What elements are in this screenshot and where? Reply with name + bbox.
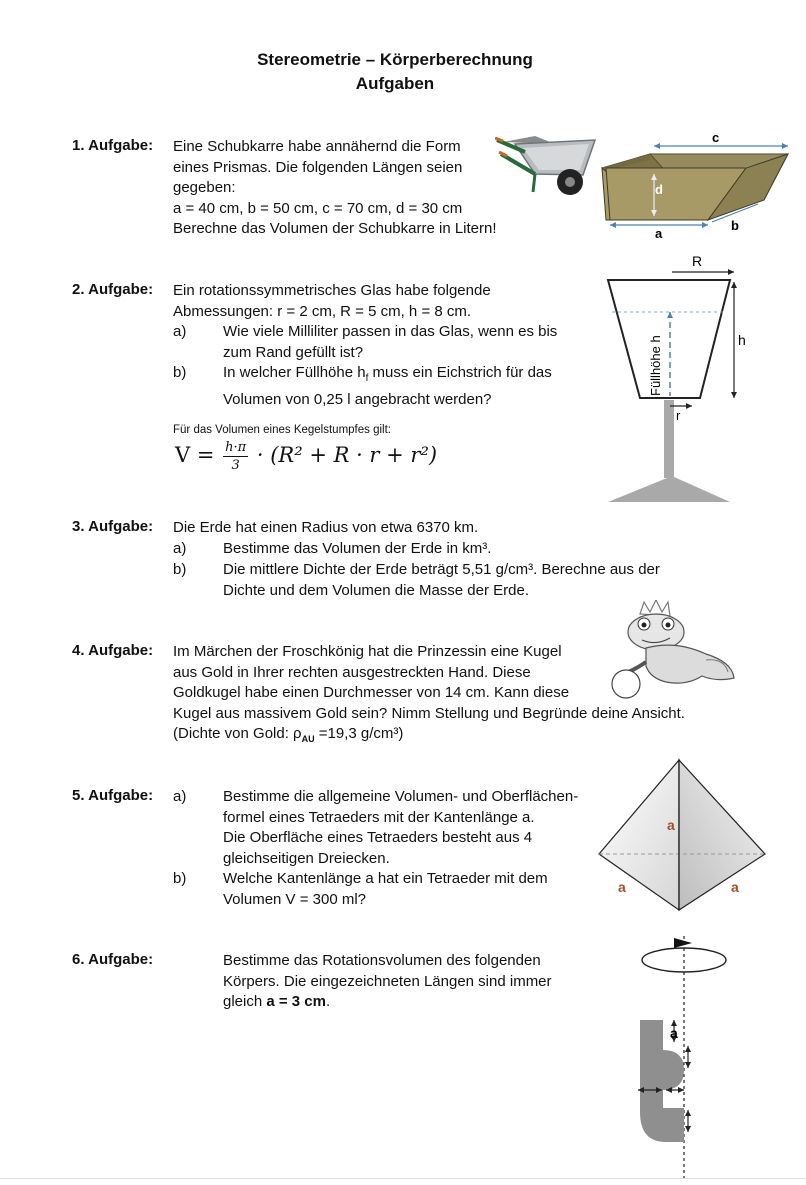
task-3-label: 3. Aufgabe:	[72, 518, 154, 535]
text-line: zum Rand gefüllt ist?	[223, 343, 364, 361]
text-line: Körpers. Die eingezeichneten Längen sind immer	[223, 972, 552, 990]
label-d: d	[655, 182, 663, 197]
task-5a-marker: a)	[173, 788, 187, 805]
label-b: b	[731, 218, 739, 233]
task-3b-text	[223, 560, 660, 601]
text-line: Die Oberfläche eines Tetraeders besteht aus 4	[223, 829, 533, 846]
task-2b-text	[223, 363, 552, 410]
task-5b-marker: b)	[173, 870, 187, 887]
text-line: gleichseitigen Dreiecken.	[223, 849, 390, 867]
task-5-label: 5. Aufgabe:	[72, 787, 154, 804]
rotation-body-diagram	[622, 932, 752, 1182]
text-line: Im Märchen der Froschkönig hat die Prinzessin eine Kugel	[173, 643, 562, 660]
text-line: gegeben:	[173, 179, 236, 196]
text-line: Dichte und dem Volumen die Masse der Erde.	[223, 581, 529, 599]
formula-lhs: V =	[175, 443, 215, 467]
text-part: In welcher Füllhöhe h	[223, 364, 366, 381]
task-5a-text	[223, 787, 578, 869]
formula-fraction	[223, 439, 248, 474]
task-2-label: 2. Aufgabe:	[72, 281, 154, 298]
text-line: Goldkugel habe einen Durchmesser von 14 cm. Kann diese	[173, 684, 570, 701]
task-3-text: Die Erde hat einen Radius von etwa 6370 km.	[173, 519, 479, 536]
text-line: Ein rotationssymmetrisches Glas habe folgende	[173, 282, 491, 299]
text-line: Kugel aus massivem Gold sein? Nimm Stellung und Begründe deine Ansicht.	[173, 704, 685, 722]
task-6-label: 6. Aufgabe:	[72, 951, 154, 968]
formula-numerator: h·π	[225, 440, 247, 455]
text-line: a = 40 cm, b = 50 cm, c = 70 cm, d = 30 cm	[173, 199, 463, 217]
task-4-label: 4. Aufgabe:	[72, 642, 154, 659]
text-line: aus Gold in Ihrer rechten ausgestreckten Hand. Diese	[173, 663, 531, 681]
label-fill-height	[648, 335, 663, 396]
bold-value: a = 3 cm	[266, 993, 326, 1010]
text-line: Eine Schubkarre habe annähernd die Form	[173, 138, 461, 155]
task-2b-marker: b)	[173, 364, 187, 381]
text-line: Volumen V = 300 ml?	[223, 890, 367, 908]
subscript: f	[365, 373, 369, 384]
text-line: Abmessungen: r = 2 cm, R = 5 cm, h = 8 cm.	[173, 302, 472, 320]
formula-rest: · (R² + R · r + r²)	[256, 443, 438, 467]
glass-diagram	[600, 250, 760, 508]
tetrahedron-diagram	[595, 754, 770, 914]
label-a-left: a	[618, 879, 626, 895]
label-a-right: a	[731, 879, 739, 895]
text-part: =19,3 g/cm³)	[314, 725, 404, 742]
text-line	[223, 992, 552, 1013]
text-line: eines Prismas. Die folgenden Längen seien	[173, 158, 463, 176]
text-part: (Dichte von Gold: ρ	[173, 725, 302, 742]
page-subtitle: Aufgaben	[355, 74, 435, 93]
label-a-top: a	[670, 1025, 678, 1041]
task-3a-text: Bestimme das Volumen der Erde in km³.	[223, 540, 492, 557]
label-a-center: a	[667, 817, 675, 833]
task-3b-marker: b)	[173, 561, 187, 578]
formula-intro: Für das Volumen eines Kegelstumpfes gilt:	[173, 424, 391, 436]
label-h: h	[738, 332, 746, 348]
frustum-formula	[175, 439, 437, 474]
fill-height-text: Füllhöhe h	[648, 335, 663, 396]
text-line: Welche Kantenlänge a hat ein Tetraeder mit dem	[223, 870, 548, 887]
wheelbarrow-image	[495, 130, 600, 200]
label-a: a	[655, 226, 663, 240]
text-line: Berechne das Volumen der Schubkarre in Litern!	[173, 220, 497, 237]
text-part: muss ein Eichstrich für das	[372, 364, 552, 381]
text-line	[173, 724, 685, 750]
subscript: AU	[301, 734, 315, 744]
page-title: Stereometrie – Körperberechnung	[257, 50, 533, 69]
label-c: c	[712, 130, 720, 145]
formula-denominator: 3	[231, 458, 240, 473]
wheelbarrow-prism-diagram	[596, 128, 796, 240]
text-line: formel eines Tetraeders mit der Kantenlänge a.	[223, 808, 535, 826]
label-R: R	[692, 253, 703, 269]
task-1-label: 1. Aufgabe:	[72, 137, 154, 154]
text-line: Die mittlere Dichte der Erde beträgt 5,51 g/cm³. Berechne aus der	[223, 561, 660, 578]
label-r: r	[676, 408, 681, 423]
task-5b-text	[223, 869, 548, 910]
task-2a-marker: a)	[173, 323, 187, 340]
text-line: Wie viele Milliliter passen in das Glas, wenn es bis	[223, 323, 558, 340]
task-3a-marker: a)	[173, 540, 187, 557]
frog-prince-image	[606, 600, 740, 700]
task-2-text	[173, 281, 491, 322]
text-part: gleich	[223, 993, 267, 1010]
text-line: Volumen von 0,25 l angebracht werden?	[223, 390, 492, 408]
task-2a-text	[223, 322, 557, 363]
task-1-text	[173, 137, 497, 240]
task-6-text	[223, 951, 552, 1013]
text-line: Bestimme das Rotationsvolumen des folgenden	[223, 952, 541, 969]
text-line: Bestimme die allgemeine Volumen- und Oberflächen-	[223, 788, 579, 805]
page-bottom-divider	[0, 1178, 806, 1179]
text-part: .	[326, 993, 331, 1010]
text-line	[223, 363, 552, 390]
